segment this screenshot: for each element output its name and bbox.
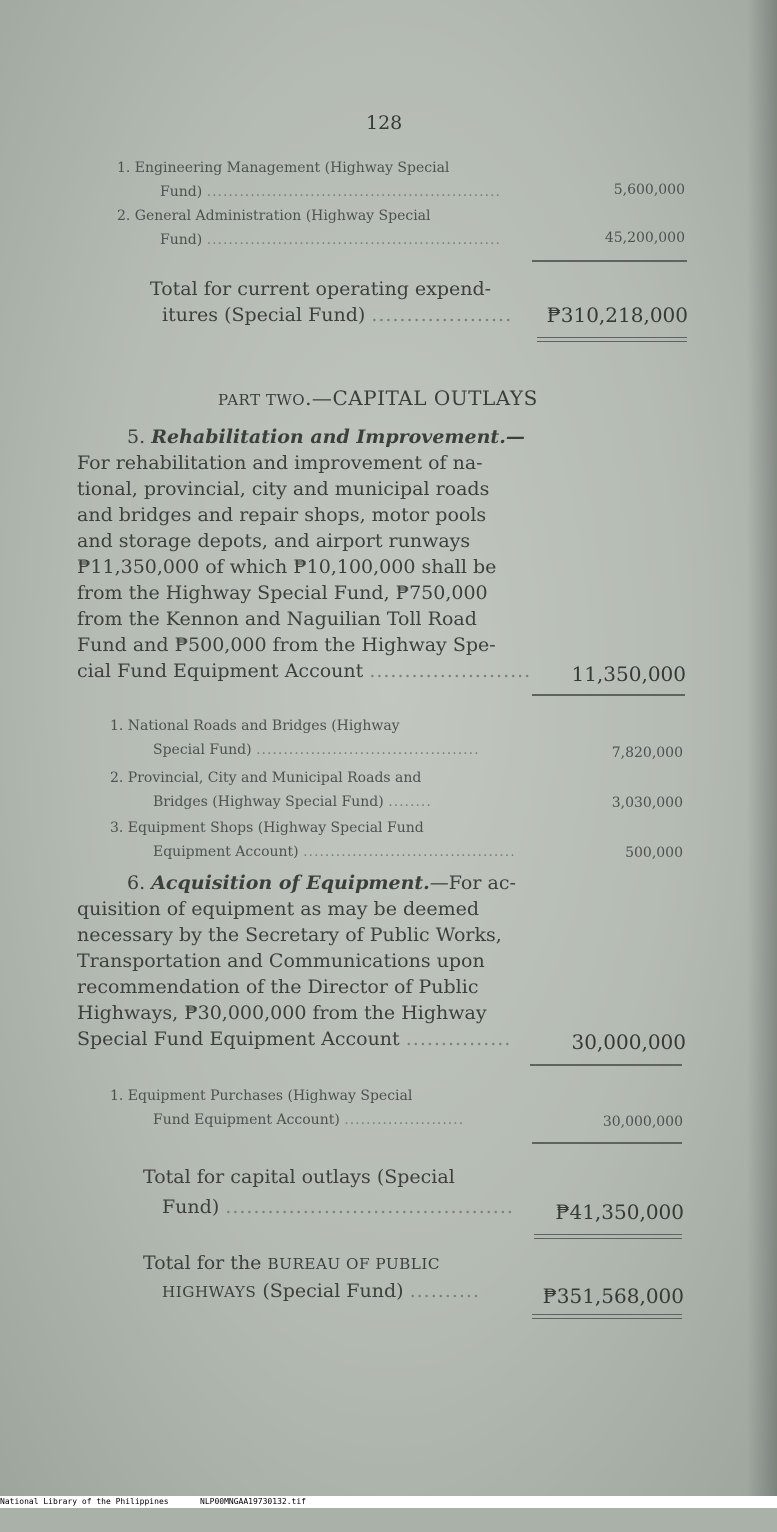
total-capital-amount: ₱41,350,000 [555, 1200, 684, 1224]
section-5-subitem-2-line2: Bridges (Highway Special Fund) ........ [153, 794, 432, 810]
total-capital-line2: Fund) ......................................... [162, 1196, 514, 1218]
total-bureau-line2: HIGHWAYS (Special Fund) .......... [162, 1280, 480, 1302]
section-5-line: from the Highway Special Fund, ₱750,000 [77, 582, 488, 604]
total-bureau-line1: Total for the BUREAU OF PUBLIC [143, 1252, 440, 1274]
section-5-subitem-3-line2: Equipment Account) ....................................... [153, 844, 516, 860]
page-shadow-edge [747, 0, 777, 1496]
item-engineering-amount: 5,600,000 [613, 182, 685, 198]
page-number: 128 [366, 112, 403, 134]
section-5-line: tional, provincial, city and municipal roads [77, 478, 490, 500]
item-engineering-line1: 1. Engineering Management (Highway Special [117, 160, 450, 176]
section-5-amount: 11,350,000 [571, 662, 686, 686]
rule-double-total-current [537, 337, 687, 342]
footer-file-name: NLP00MNGAA19730132.tif [200, 1497, 306, 1506]
section-5-line: For rehabilitation and improvement of na- [77, 452, 483, 474]
rule-section-6 [530, 1064, 682, 1066]
section-5-line: ₱11,350,000 of which ₱10,100,000 shall be [77, 556, 497, 578]
total-current-amount: ₱310,218,000 [546, 303, 688, 327]
section-5-line: and storage depots, and airport runways [77, 530, 471, 552]
section-6-line: Special Fund Equipment Account ............... [77, 1028, 512, 1050]
section-5-subitem-2-amount: 3,030,000 [611, 795, 683, 811]
section-5-line: and bridges and repair shops, motor pools [77, 504, 487, 526]
section-5-subitem-3-amount: 500,000 [625, 845, 683, 861]
section-5-title: 5. Rehabilitation and Improvement.— [127, 426, 525, 448]
section-6-line: necessary by the Secretary of Public Works, [77, 924, 502, 946]
section-6-line: Transportation and Communications upon [77, 950, 485, 972]
section-6-title: 6. Acquisition of Equipment.—For ac- [127, 872, 516, 894]
item-general-line2: Fund) ...................................................... [160, 232, 501, 248]
section-5-subitem-3-line1: 3. Equipment Shops (Highway Special Fund [110, 820, 424, 836]
section-5-line: from the Kennon and Naguilian Toll Road [77, 608, 477, 630]
total-current-line1: Total for current operating expend- [150, 278, 492, 300]
total-bureau-amount: ₱351,568,000 [542, 1284, 684, 1308]
section-5-line: Fund and ₱500,000 from the Highway Spe- [77, 634, 496, 656]
section-6-amount: 30,000,000 [571, 1030, 686, 1054]
rule-section-5 [532, 694, 685, 696]
section-5-subitem-1-amount: 7,820,000 [611, 745, 683, 761]
total-capital-line1: Total for capital outlays (Special [143, 1166, 455, 1188]
rule-double-total-bureau [532, 1314, 682, 1319]
footer-library-name: National Library of the Philippines [0, 1497, 169, 1506]
rule-section-6-subitem [532, 1142, 682, 1144]
section-6-subitem-1-line1: 1. Equipment Purchases (Highway Special [110, 1088, 413, 1104]
section-6-line: quisition of equipment as may be deemed [77, 898, 480, 920]
section-6-subitem-1-line2: Fund Equipment Account) ...................... [153, 1112, 465, 1128]
rule-subtotal [532, 260, 687, 262]
section-6-subitem-1-amount: 30,000,000 [602, 1114, 683, 1130]
item-general-line1: 2. General Administration (Highway Special [117, 208, 431, 224]
rule-double-total-capital [534, 1234, 682, 1239]
total-current-line2: itures (Special Fund) .................... [162, 304, 513, 326]
part-two-heading: PART TWO.—CAPITAL OUTLAYS [218, 386, 538, 410]
section-5-subitem-1-line2: Special Fund) ......................................... [153, 742, 480, 758]
section-5-subitem-1-line1: 1. National Roads and Bridges (Highway [110, 718, 400, 734]
scan-footer [0, 1496, 777, 1508]
section-6-line: Highways, ₱30,000,000 from the Highway [77, 1002, 487, 1024]
item-general-amount: 45,200,000 [604, 230, 685, 246]
section-5-line: cial Fund Equipment Account ....................... [77, 660, 532, 682]
section-5-subitem-2-line1: 2. Provincial, City and Municipal Roads and [110, 770, 422, 786]
section-6-line: recommendation of the Director of Public [77, 976, 479, 998]
item-engineering-line2: Fund) ...................................................... [160, 184, 501, 200]
